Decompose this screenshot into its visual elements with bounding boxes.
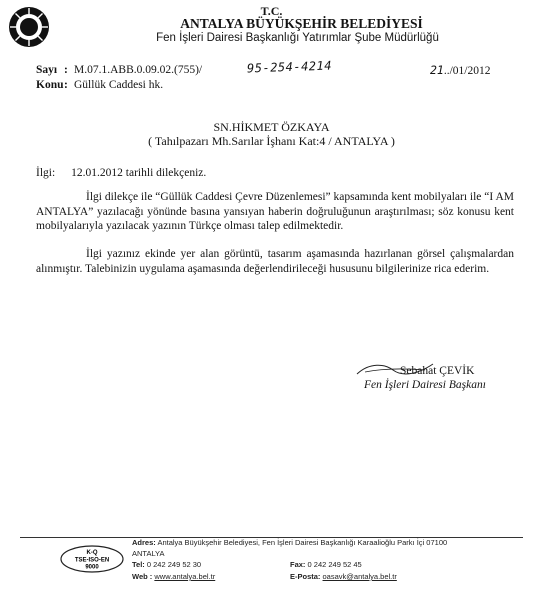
footer-website-label: Web :: [132, 572, 153, 581]
body-paragraph-2: [36, 247, 514, 276]
cert-top-text: K-Q: [86, 550, 98, 556]
document-date: [430, 63, 491, 77]
organization-name: ANTALYA BÜYÜKŞEHİR BELEDİYESİ: [180, 16, 423, 31]
date-handwritten-day: 21: [430, 63, 444, 77]
footer-address-label: Adres:: [132, 538, 156, 547]
footer-website: [132, 572, 215, 581]
sayi-label: Sayı: [36, 64, 58, 76]
footer-email-label: E-Posta:: [290, 572, 321, 581]
sayi-handwritten-number: 95-254-4214: [246, 58, 333, 76]
footer-phone-value: 0 242 249 52 30: [146, 560, 202, 569]
addressee-name: SN.HİKMET ÖZKAYA: [213, 120, 330, 134]
sayi-colon: :: [64, 64, 68, 76]
ilgi-label: İlgi:: [36, 167, 56, 179]
cert-middle-text: TSE-ISO-EN: [74, 557, 110, 564]
footer-fax-label: Fax:: [290, 560, 306, 569]
konu-label: Konu: [36, 79, 64, 91]
footer-address-value: Antalya Büyükşehir Belediyesi, Fen İşleri Dairesi Başkanlığı Karaalioğlu Parkı İçi 07100: [157, 538, 448, 547]
footer-fax-value: 0 242 249 52 45: [307, 560, 362, 569]
footer-email-link[interactable]: oasavk@antalya.bel.tr: [322, 572, 397, 581]
paragraph-2-text: İlgi yazınız ekinde yer alan görüntü, tasarım aşamasında hazırlanan görsel çalışmalardan alınmıştır. Talebinizin uygulama aşamasında değerlendirileceği hususunu bilgilerinize rica ederim.: [36, 248, 514, 275]
signatory-name: Sebahat ÇEVİK: [400, 365, 475, 377]
footer-email: [290, 572, 397, 581]
paragraph-1-text: İlgi dilekçe ile “Güllük Caddesi Çevre Düzenlemesi” kapsamında kent mobilyaları ile “I AM ANTALYA” yazılacağı yönünde basına yansıyan haberin doğruluğunun araştırılması; söz konusu kent mobilyalarıyla yazılacak yazının Türkçe olması talep edilmektedir.: [36, 191, 514, 232]
addressee-address: ( Tahılpazarı Mh.Sarılar İşhanı Kat:4 / ANTALYA ): [148, 134, 395, 148]
header-tc: T.C.: [260, 4, 283, 18]
footer-fax: [290, 560, 362, 569]
konu-colon: :: [64, 79, 68, 91]
body-paragraph-1: [36, 190, 514, 234]
ilgi-line: [36, 167, 206, 179]
date-rest: ../01/2012: [443, 65, 491, 77]
department-name: Fen İşleri Dairesi Başkanlığı Yatırımlar Şube Müdürlüğü: [156, 32, 439, 44]
footer-phone: [132, 560, 201, 569]
ilgi-text: 12.01.2012 tarihli dilekçeniz.: [71, 167, 207, 179]
cert-bottom-text: 9000: [85, 564, 99, 571]
tse-iso-certification-badge: [60, 545, 124, 573]
konu-value: Güllük Caddesi hk.: [74, 79, 164, 91]
signatory-title: Fen İşleri Dairesi Başkanı: [364, 379, 486, 391]
footer-website-link[interactable]: www.antalya.bel.tr: [154, 572, 216, 581]
footer-address: [132, 538, 447, 547]
footer-city: ANTALYA: [132, 549, 165, 558]
sayi-value: M.07.1.ABB.0.09.02.(755)/: [74, 64, 203, 76]
footer-phone-label: Tel:: [132, 560, 145, 569]
